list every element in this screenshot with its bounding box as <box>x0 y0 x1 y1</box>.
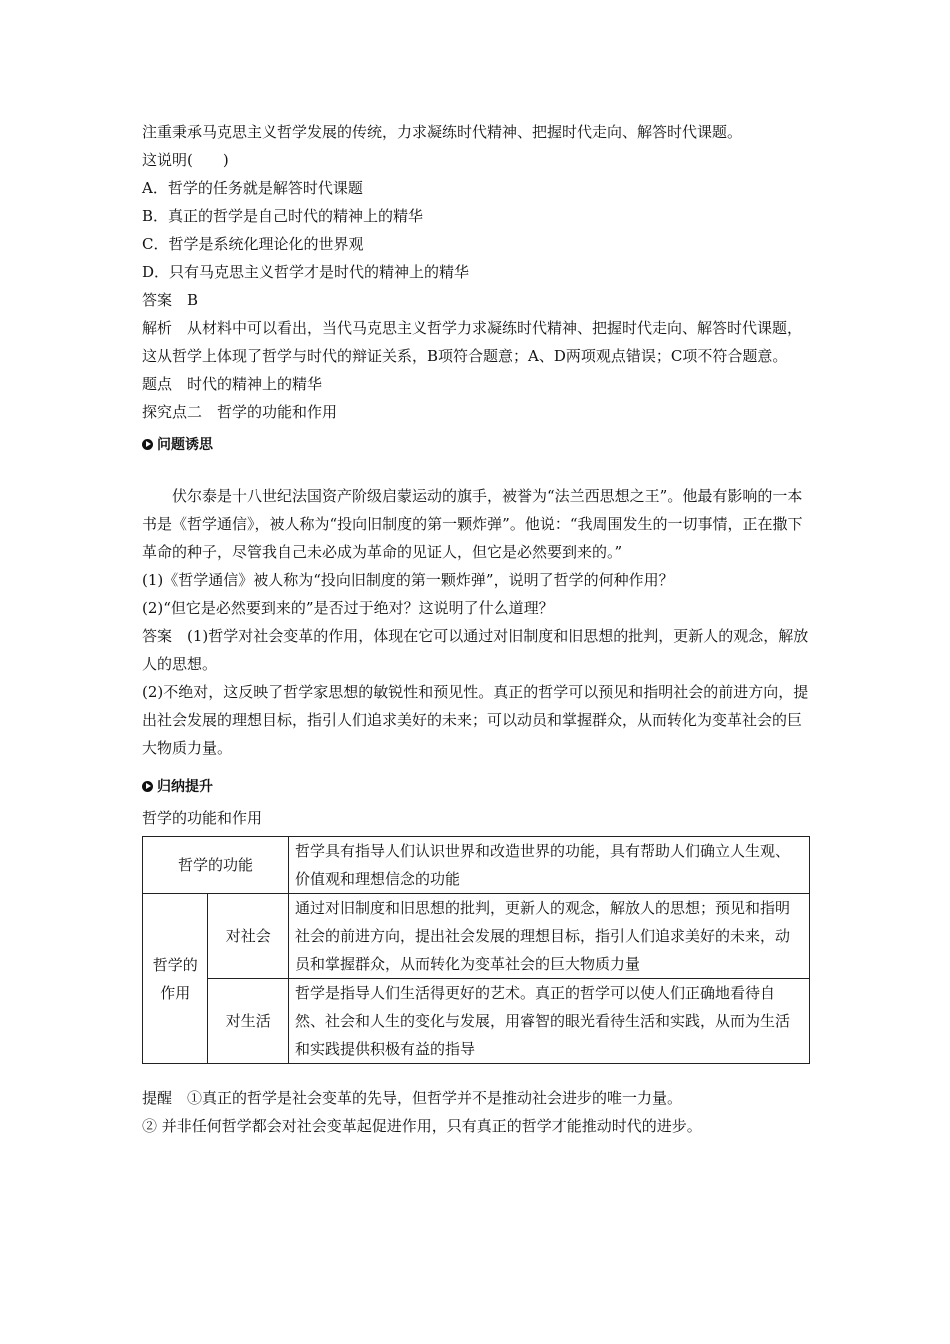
section-title: 归纳提升 <box>157 779 213 795</box>
section-title: 问题诱思 <box>157 437 213 453</box>
answer: 答案 B <box>142 291 199 309</box>
life-text: 哲学是指导人们生活得更好的艺术。真正的哲学可以使人们正确地看待自然、社会和人生的变化与发展，用睿智的眼光看待生活和实践，从而为生活和实践提供积极有益的指导 <box>289 979 810 1064</box>
question-line-1: 注重秉承马克思主义哲学发展的传统，力求凝练时代精神、把握时代走向、解答时代课题。 <box>142 123 743 141</box>
life-label: 对生活 <box>208 979 289 1064</box>
table-row <box>143 979 810 1064</box>
sub-question-2: (2)“但它是必然要到来的”是否过于绝对？这说明了什么道理？ <box>142 599 554 617</box>
table-row <box>143 894 810 979</box>
answer-part-2: (2)不绝对，这反映了哲学家思想的敏锐性和预见性。真正的哲学可以预见和指明社会的前进方向，提出社会发展的理想目标，指引人们追求美好的未来；可以动员和掌握群众，从而转化为变革社会的巨大物质力量。 <box>142 683 809 757</box>
question-line-2: 这说明( ) <box>142 151 229 169</box>
document-page <box>142 118 812 1140</box>
section-heading-summary <box>142 772 812 800</box>
sub-question-1: (1)《哲学通信》被人称为“投向旧制度的第一颗炸弹”，说明了哲学的何种作用？ <box>142 571 674 589</box>
material-paragraph: 伏尔泰是十八世纪法国资产阶级启蒙运动的旗手，被誉为“法兰西思想之王”。他最有影响的一本书是《哲学通信》，被人称为“投向旧制度的第一颗炸弹”。他说：“我周围发生的一切事情，正在撒下革命的种子，尽管我自己未必成为革命的见证人，但它是必然要到来的。” <box>142 487 803 561</box>
answer-part-1: 答案 (1)哲学对社会变革的作用，体现在它可以通过对旧制度和旧思想的批判，更新人的观念，解放人的思想。 <box>142 627 809 673</box>
society-label: 对社会 <box>208 894 289 979</box>
reminder-1: 提醒 ①真正的哲学是社会变革的先导，但哲学并不是推动社会进步的唯一力量。 <box>142 1089 683 1107</box>
summary-table <box>142 836 810 1064</box>
table-row <box>143 837 810 894</box>
explore-heading: 探究点二 哲学的功能和作用 <box>142 403 338 421</box>
function-label: 哲学的功能 <box>143 837 289 894</box>
society-text: 通过对旧制度和旧思想的批判，更新人的观念，解放人的思想；预见和指明社会的前进方向，提出社会发展的理想目标，指引人们追求美好的未来，动员和掌握群众，从而转化为变革社会的巨大物质力量 <box>289 894 810 979</box>
function-text: 哲学具有指导人们认识世界和改造世界的功能，具有帮助人们确立人生观、价值观和理想信念的功能 <box>289 837 810 894</box>
reminder-2: ② 并非任何哲学都会对社会变革起促进作用，只有真正的哲学才能推动时代的进步。 <box>142 1117 702 1135</box>
table-title: 哲学的功能和作用 <box>142 809 263 827</box>
topic: 题点 时代的精神上的精华 <box>142 375 323 393</box>
option-d: D．只有马克思主义哲学才是时代的精神上的精华 <box>142 263 470 281</box>
play-circle-icon <box>142 781 153 792</box>
option-a: A．哲学的任务就是解答时代课题 <box>142 179 363 197</box>
analysis: 解析 从材料中可以看出，当代马克思主义哲学力求凝练时代精神、把握时代走向、解答时代课题，这从哲学上体现了哲学与时代的辩证关系，B项符合题意；A、D两项观点错误；C项不符合题意。 <box>142 319 803 365</box>
play-circle-icon <box>142 439 153 450</box>
option-c: C．哲学是系统化理论化的世界观 <box>142 235 364 253</box>
role-label: 哲学的作用 <box>143 894 208 1064</box>
option-b: B．真正的哲学是自己时代的精神上的精华 <box>142 207 424 225</box>
section-heading-inquiry <box>142 430 812 458</box>
